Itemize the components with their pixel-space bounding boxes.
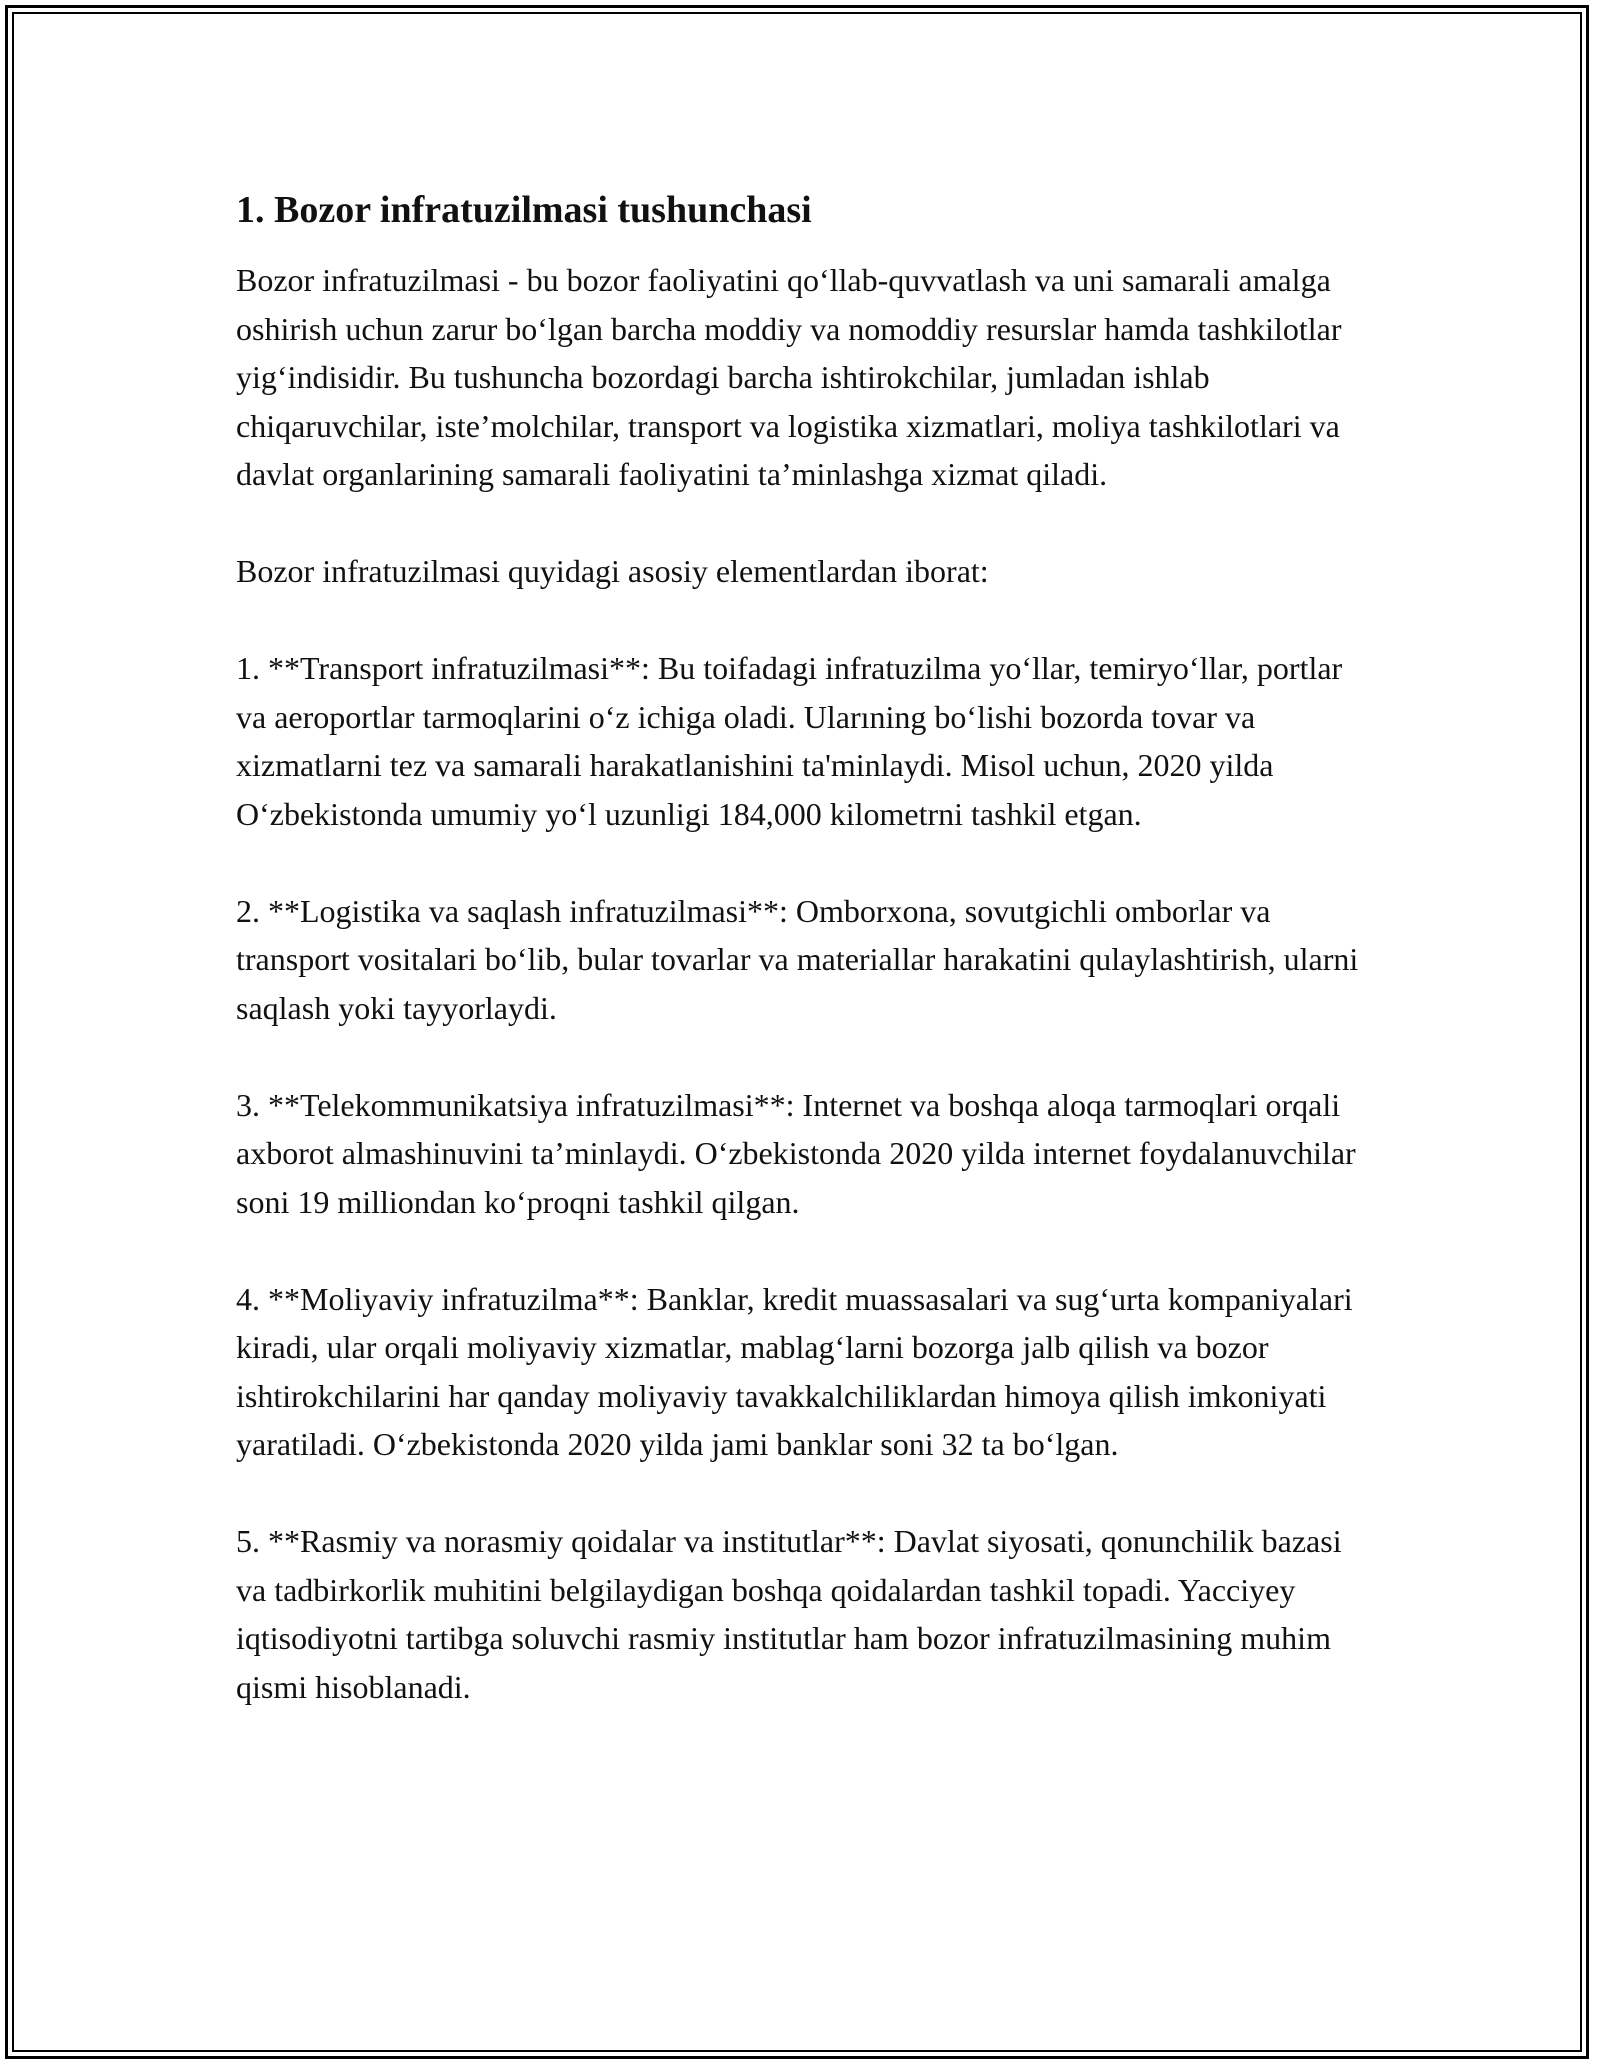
list-item-institutions: 5. **Rasmiy va norasmiy qoidalar va institutlar**: Davlat siyosati, qonunchilik bazasi va tadbirkorlik muhitini belgilaydigan boshqa qoidalardan tashkil topadi. Yacciyey iqtisodiyotni tartibga soluvchi rasmiy institutlar ham bozor infratuzilmasining muhim qismi hisoblanadi. [236,1523,1342,1705]
document-body [236,186,1376,1760]
list-item-logistics: 2. **Logistika va saqlash infratuzilmasi**: Omborxona, sovutgichli omborlar va transport vositalari bo‘lib, bular tovarlar va materiallar harakatini qulaylashtirish, ularni saqlash yoki tayyorlaydi. [236,892,1359,1026]
list-item-transport: 1. **Transport infratuzilmasi**: Bu toifadagi infratuzilma yo‘llar, temiryo‘llar, portlar va aeroportlar tarmoqlarini o‘z ichiga oladi. Ularıning bo‘lishi bozorda tovar va xizmatlarni tez va samarali harakatlanishini ta'minlaydi. Misol uchun, 2020 yilda O‘zbekistonda umumiy yo‘l uzunligi 184,000 kilometrni tashkil etgan. [236,650,1343,832]
list-item-finance: 4. **Moliyaviy infratuzilma**: Banklar, kredit muassasalari va sug‘urta kompaniyalari kiradi, ular orqali moliyaviy xizmatlar, mablag‘larni bozorga jalb qilish va bozor ishtirokchilarini har qanday moliyaviy tavakkalchiliklardan himoya qilish imkoniyati yaratiladi. O‘zbekistonda 2020 yilda jami banklar soni 32 ta bo‘lgan. [236,1280,1353,1462]
list-item-telecom: 3. **Telekommunikatsiya infratuzilmasi**: Internet va boshqa aloqa tarmoqlari orqali axborot almashinuvini ta’minlaydi. O‘zbekistonda 2020 yilda internet foydalanuvchilar soni 19 milliondan ko‘proqni tashkil qilgan. [236,1086,1356,1220]
elements-lead-paragraph: Bozor infratuzilmasi quyidagi asosiy elementlardan iborat: [236,553,989,589]
section-heading: 1. Bozor infratuzilmasi tushunchasi [236,189,812,231]
intro-paragraph: Bozor infratuzilmasi - bu bozor faoliyatini qo‘llab-quvvatlash va uni samarali amalga oshirish uchun zarur bo‘lgan barcha moddiy va nomoddiy resurslar hamda tashkilotlar yig‘indisidir. Bu tushuncha bozordagi barcha ishtirokchilar, jumladan ishlab chiqaruvchilar, iste’molchilar, transport va logistika xizmatlari, moliya tashkilotlari va davlat organlarining samarali faoliyatini ta’minlashga xizmat qiladi. [236,262,1342,492]
